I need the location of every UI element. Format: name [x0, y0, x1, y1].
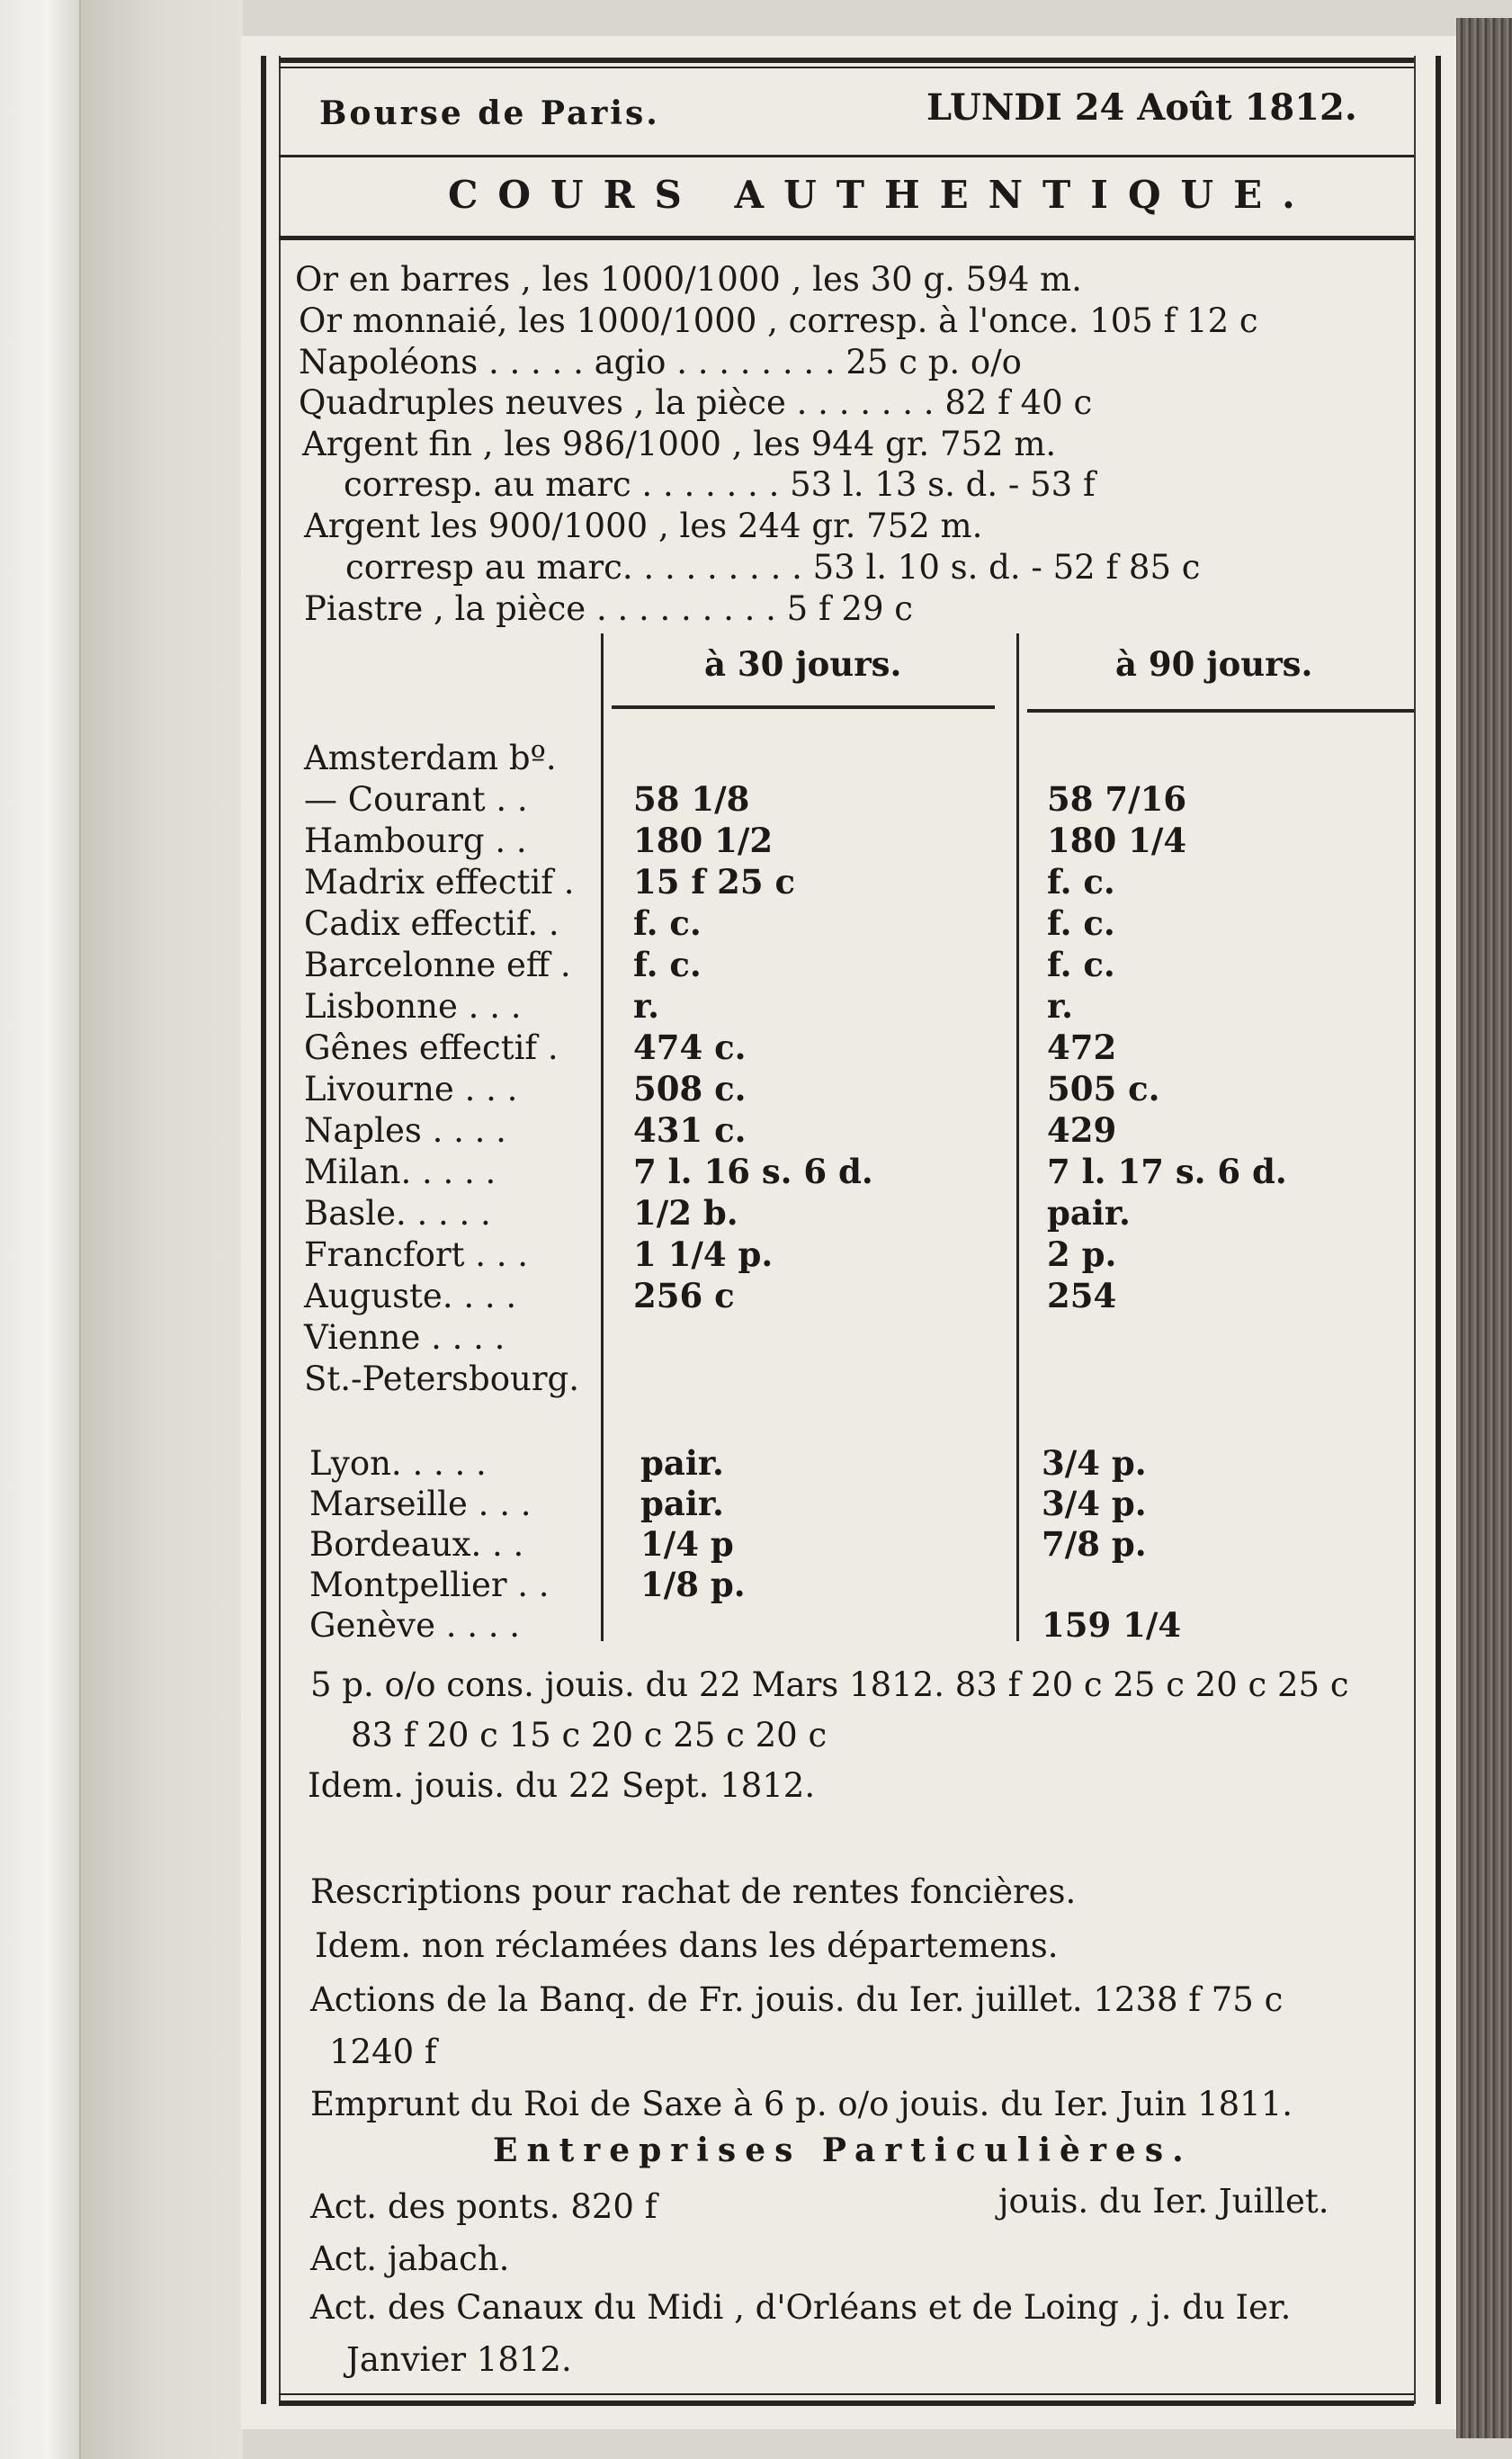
exchange-rate-30: f. c. — [633, 945, 702, 984]
exchange-rate-90: r. — [1047, 986, 1073, 1026]
exchange-rate-90: 505 c. — [1047, 1069, 1160, 1108]
exchange-rate-90: 58 7/16 — [1047, 779, 1187, 819]
exchange-rate-90: f. c. — [1047, 903, 1115, 943]
exchange-place: Basle. . . . . — [304, 1194, 491, 1233]
exchange-place: — Courant . . — [304, 780, 528, 819]
exchange-place: Hambourg . . — [304, 821, 527, 860]
title-rule — [279, 236, 1414, 240]
exchange-place: Auguste. . . . — [304, 1277, 517, 1315]
fund-line: 5 p. o/o cons. jouis. du 22 Mars 1812. 83 f 20 c 25 c 20 c 25 c — [310, 1665, 1349, 1704]
canaux-line-2: Janvier 1812. — [346, 2340, 572, 2379]
other-line: Idem. non réclamées dans les départemens. — [315, 1926, 1059, 1965]
top-rule-thin — [279, 67, 1414, 68]
exchange-rate-30: 7 l. 16 s. 6 d. — [633, 1152, 873, 1191]
france-rate-30: pair. — [640, 1443, 724, 1483]
france-rate-90: 159 1/4 — [1042, 1605, 1182, 1645]
france-rate-30: 1/8 p. — [640, 1565, 746, 1604]
header-left: Bourse de Paris. — [319, 94, 660, 132]
exchange-place: Madrix effectif . — [304, 863, 575, 902]
exchange-rate-30: 431 c. — [633, 1110, 747, 1150]
other-line: Rescriptions pour rachat de rentes foncières. — [310, 1872, 1077, 1911]
header-right: LUNDI 24 Août 1812. — [926, 86, 1357, 129]
other-line: Emprunt du Roi de Saxe à 6 p. o/o jouis. du Ier. Juin 1811. — [310, 2085, 1293, 2123]
jabach-line: Act. jabach. — [310, 2239, 510, 2278]
canaux-line: Act. des Canaux du Midi , d'Orléans et de Loing , j. du Ier. — [310, 2288, 1292, 2327]
metal-line: corresp. au marc . . . . . . . 53 l. 13 s. d. - 53 f — [344, 465, 1096, 504]
exchange-place: Milan. . . . . — [304, 1153, 497, 1191]
exchange-rate-30: 15 f 25 c — [633, 862, 796, 902]
metal-line: Or monnaié, les 1000/1000 , corresp. à l'once. 105 f 12 c — [299, 301, 1258, 340]
metal-line: Quadruples neuves , la pièce . . . . . . . 82 f 40 c — [299, 383, 1093, 422]
col-header-rule-30 — [612, 705, 995, 709]
france-place: Marseille . . . — [309, 1485, 532, 1523]
exchange-rate-90: 472 — [1047, 1028, 1117, 1067]
exchange-place: Barcelonne eff . — [304, 946, 571, 984]
exchange-rate-30: 256 c — [633, 1276, 735, 1315]
exchange-rate-90: 7 l. 17 s. 6 d. — [1047, 1152, 1287, 1191]
france-rate-90: 7/8 p. — [1042, 1524, 1147, 1564]
metal-line: Or en barres , les 1000/1000 , les 30 g. 594 m. — [295, 260, 1082, 299]
ponts-line: Act. des ponts. 820 f — [310, 2187, 658, 2226]
col-divider-left — [601, 633, 604, 1641]
exchange-place: Livourne . . . — [304, 1070, 518, 1108]
exchange-rate-90: pair. — [1047, 1193, 1131, 1233]
exchange-rate-90: f. c. — [1047, 945, 1115, 984]
exchange-rate-30: f. c. — [633, 903, 702, 943]
fund-line: 83 f 20 c 15 c 20 c 25 c 20 c — [351, 1716, 828, 1755]
metal-line: corresp au marc. . . . . . . . . 53 l. 10 s. d. - 52 f 85 c — [345, 548, 1201, 587]
exchange-place: Gênes effectif . — [304, 1028, 559, 1067]
exchange-rate-90: 2 p. — [1047, 1234, 1117, 1274]
exchange-place: Naples . . . . — [304, 1111, 506, 1150]
exchange-rate-30: 474 c. — [633, 1028, 747, 1067]
bottom-rule-thin — [279, 2393, 1414, 2395]
fund-line: Idem. jouis. du 22 Sept. 1812. — [308, 1766, 816, 1805]
metal-line: Argent fin , les 986/1000 , les 944 gr. 752 m. — [302, 425, 1057, 463]
france-rate-30: 1/4 p — [640, 1524, 734, 1564]
exchange-place: Francfort . . . — [304, 1235, 529, 1274]
exchange-place: Amsterdam bº. — [304, 739, 557, 777]
other-line: 1240 f — [329, 2033, 437, 2071]
exchange-rate-30: 1 1/4 p. — [633, 1234, 774, 1274]
exchange-rate-30: 180 1/2 — [633, 821, 774, 860]
top-rule-thick — [279, 58, 1414, 63]
bottom-rule-thick — [279, 2401, 1414, 2406]
ponts-jouis: jouis. du Ier. Juillet. — [998, 2182, 1329, 2221]
header-rule — [279, 155, 1414, 157]
page-title: COURS AUTHENTIQUE. — [448, 173, 1315, 217]
metal-line: Piastre , la pièce . . . . . . . . . 5 f 29 c — [304, 589, 913, 628]
france-place: Genève . . . . — [309, 1606, 521, 1645]
exchange-rate-30: 1/2 b. — [633, 1193, 738, 1233]
france-place: Bordeaux. . . — [309, 1525, 524, 1564]
col-divider-right — [1016, 633, 1019, 1641]
exchange-rate-90: 254 — [1047, 1276, 1117, 1315]
france-place: Montpellier . . — [309, 1566, 550, 1604]
other-line: Actions de la Banq. de Fr. jouis. du Ier. juillet. 1238 f 75 c — [310, 1980, 1284, 2019]
metal-line: Argent les 900/1000 , les 244 gr. 752 m. — [304, 507, 983, 545]
page-gutter — [81, 0, 243, 2459]
page-edges — [1456, 18, 1512, 2438]
france-rate-90: 3/4 p. — [1042, 1443, 1147, 1483]
exchange-rate-90: 429 — [1047, 1110, 1117, 1150]
metal-line: Napoléons . . . . . agio . . . . . . . . 25 c p. o/o — [299, 343, 1022, 381]
france-rate-90: 3/4 p. — [1042, 1484, 1147, 1523]
france-place: Lyon. . . . . — [309, 1444, 487, 1483]
exchange-rate-90: f. c. — [1047, 862, 1115, 902]
exchange-place: Vienne . . . . — [304, 1318, 505, 1357]
col-header-rule-90 — [1027, 709, 1414, 713]
exchange-rate-30: 508 c. — [633, 1069, 747, 1108]
col-header-90: à 90 jours. — [1115, 644, 1313, 684]
col-header-30: à 30 jours. — [704, 644, 902, 684]
france-rate-30: pair. — [640, 1484, 724, 1523]
section-heading-entreprises: Entreprises Particulières. — [493, 2131, 1193, 2169]
exchange-place: St.-Petersbourg. — [304, 1360, 579, 1398]
book-spine — [0, 0, 81, 2459]
exchange-rate-30: r. — [633, 986, 659, 1026]
exchange-rate-30: 58 1/8 — [633, 779, 750, 819]
exchange-place: Lisbonne . . . — [304, 987, 522, 1026]
exchange-place: Cadix effectif. . — [304, 904, 559, 943]
exchange-rate-90: 180 1/4 — [1047, 821, 1187, 860]
